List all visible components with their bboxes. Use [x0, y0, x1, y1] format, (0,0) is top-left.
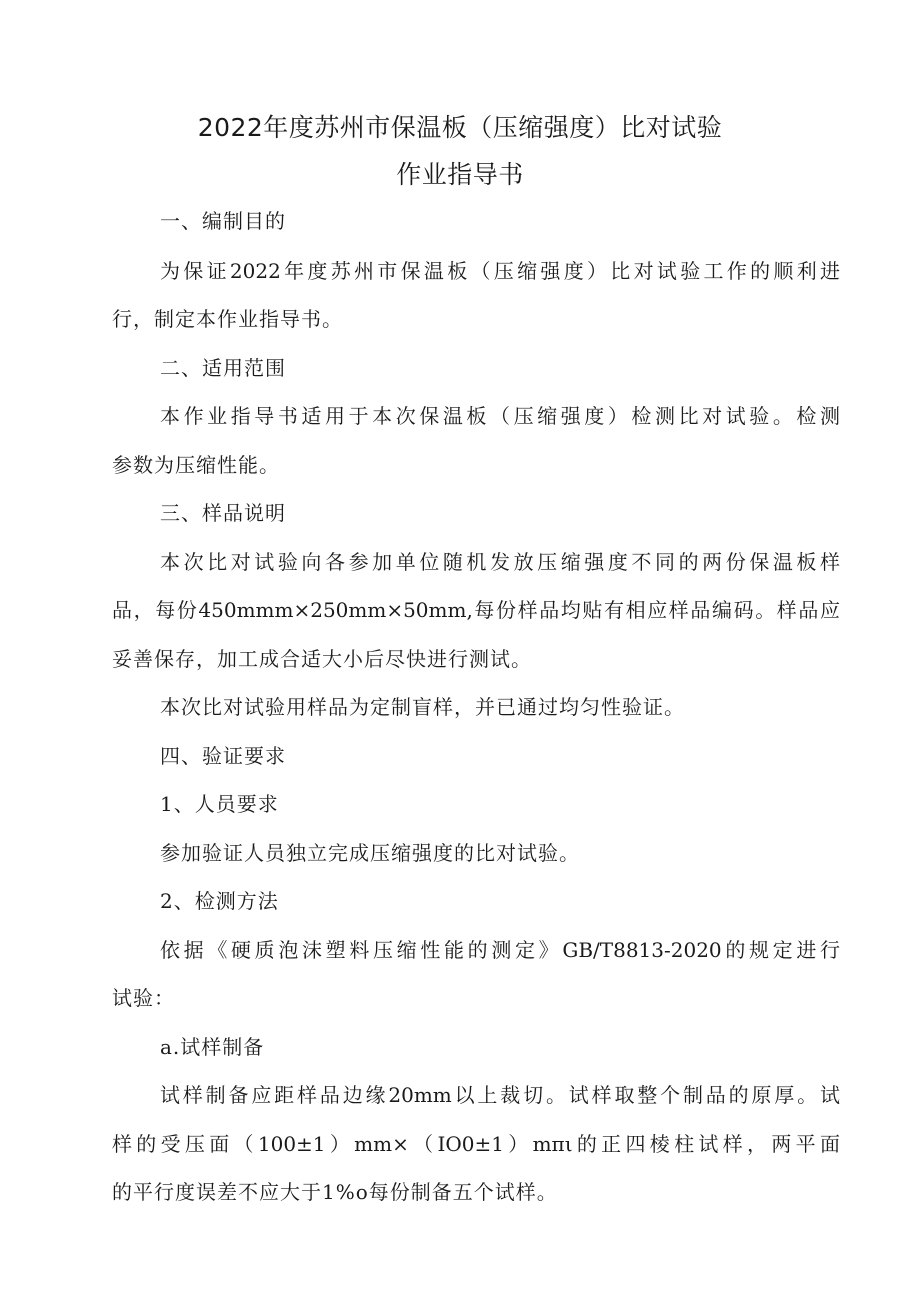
- section-heading: 二、适用范围: [160, 356, 286, 380]
- paragraph-line: 依据《硬质泡沫塑料压缩性能的测定》GB/T8813-2020的规定进行: [160, 938, 840, 962]
- paragraph-line: 品，每份450mmm×250mm×50mm,每份样品均贴有相应样品编码。样品应: [112, 598, 840, 622]
- section-heading: 一、编制目的: [160, 209, 286, 233]
- paragraph-line: 试验：: [112, 986, 175, 1010]
- document-subtitle: 作业指导书: [396, 160, 524, 189]
- paragraph-line: 参加验证人员独立完成压缩强度的比对试验。: [160, 841, 580, 865]
- paragraph-line: 行，制定本作业指导书。: [112, 307, 343, 331]
- paragraph-line: 为保证2022年度苏州市保温板（压缩强度）比对试验工作的顺利进: [160, 259, 840, 283]
- paragraph-line: 的平行度误差不应大于1%o每份制备五个试样。: [112, 1180, 558, 1204]
- subsection-heading: 2、检测方法: [160, 889, 279, 913]
- paragraph-line: 样的受压面（100±1）mm×（IO0±1）mπι的正四棱柱试样，两平面: [112, 1132, 840, 1156]
- paragraph-line: 妥善保存，加工成合适大小后尽快进行测试。: [112, 647, 532, 671]
- paragraph-line: 参数为压缩性能。: [112, 453, 280, 477]
- paragraph-line: 本次比对试验向各参加单位随机发放压缩强度不同的两份保温板样: [160, 550, 840, 574]
- paragraph-line: 本作业指导书适用于本次保温板（压缩强度）检测比对试验。检测: [160, 404, 840, 428]
- subsection-heading: a.试样制备: [160, 1035, 265, 1059]
- paragraph-line: 本次比对试验用样品为定制盲样，并已通过均匀性验证。: [160, 695, 685, 719]
- section-heading: 四、验证要求: [160, 744, 286, 768]
- subsection-heading: 1、人员要求: [160, 792, 279, 816]
- paragraph-line: 试样制备应距样品边缘20mm以上裁切。试样取整个制品的原厚。试: [160, 1083, 840, 1107]
- section-heading: 三、样品说明: [160, 501, 286, 525]
- document-title: 2022年度苏州市保温板（压缩强度）比对试验: [197, 113, 723, 142]
